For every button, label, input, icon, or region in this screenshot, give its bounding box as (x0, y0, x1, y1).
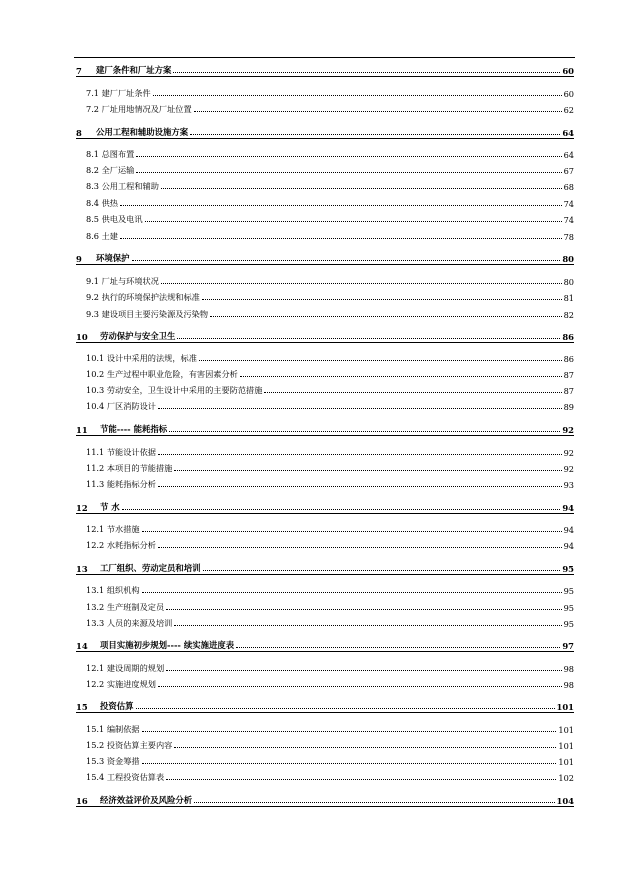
toc-entry-title: 劳动保护与安全卫生 (100, 331, 176, 341)
toc-dot-leader (136, 172, 561, 173)
toc-dot-leader (158, 408, 562, 409)
toc-chapter-number: 15 (76, 702, 88, 712)
toc-chapter-row (76, 560, 574, 574)
toc-page-number: 82 (563, 310, 574, 320)
toc-section-row (86, 273, 574, 287)
toc-dot-leader (177, 338, 560, 339)
toc-section-row (86, 146, 574, 160)
toc-chapter-number: 16 (76, 796, 88, 806)
toc-chapter-number: 12 (76, 503, 88, 513)
toc-dot-leader (202, 299, 562, 300)
toc-entry-title: 15.4 工程投资估算表 (86, 772, 165, 782)
toc-page-number: 93 (563, 480, 574, 490)
toc-page-number: 94 (563, 541, 574, 551)
toc-dot-leader (166, 670, 561, 671)
toc-page-number: 95 (562, 564, 574, 574)
toc-dot-leader (264, 392, 561, 393)
toc-page-number: 92 (563, 464, 574, 474)
toc-dot-leader (120, 238, 562, 239)
toc-page-number: 89 (563, 402, 574, 412)
toc-page-number: 78 (563, 232, 574, 242)
toc-dot-leader (194, 111, 562, 112)
toc-entry-title: 公用工程和辅助设施方案 (96, 127, 189, 137)
toc-section-row (86, 350, 574, 364)
toc-entry-title: 建厂条件和厂址方案 (96, 65, 172, 75)
toc-dot-leader (132, 260, 561, 261)
toc-entry-title: 13.3 人员的来源及培训 (86, 618, 173, 628)
toc-page-number: 62 (563, 105, 574, 115)
toc-entry-title: 13.2 生产班制及定员 (86, 602, 165, 612)
toc-page-number: 94 (562, 503, 574, 513)
toc-chapter-underline (76, 435, 574, 436)
toc-section-row (86, 721, 574, 735)
toc-entry-title: 8.4 供热 (86, 198, 118, 208)
toc-chapter-number: 8 (76, 128, 82, 138)
toc-entry-title: 经济效益评价及风险分析 (100, 795, 193, 805)
toc-entry-title: 11.3 能耗指标分析 (86, 479, 156, 489)
toc-dot-leader (166, 609, 561, 610)
toc-section-row (86, 101, 574, 115)
toc-chapter-underline (76, 264, 574, 265)
toc-dot-leader (142, 592, 562, 593)
toc-dot-leader (169, 431, 560, 432)
toc-chapter-underline (76, 574, 574, 575)
toc-page-number: 87 (563, 370, 574, 380)
toc-section-row (86, 306, 574, 320)
toc-page-number: 98 (563, 664, 574, 674)
toc-page-number: 95 (563, 619, 574, 629)
toc-page-number: 74 (563, 215, 574, 225)
toc-page-number: 60 (562, 66, 574, 76)
toc-chapter-underline (76, 138, 574, 139)
toc-entry-title: 8.5 供电及电讯 (86, 214, 143, 224)
toc-entry-title: 12.1 建设周期的规划 (86, 663, 165, 673)
toc-dot-leader (158, 547, 562, 548)
toc-dot-leader (166, 779, 556, 780)
toc-entry-title: 环境保护 (96, 253, 130, 263)
toc-page-number: 101 (558, 741, 574, 751)
toc-section-row (86, 228, 574, 242)
toc-chapter-row (76, 792, 574, 806)
toc-entry-title: 项目实施初步规划---- 续实施进度表 (100, 640, 235, 650)
toc-entry-title: 10.3 劳动安全，卫生设计中采用的主要防范措施 (86, 385, 263, 395)
toc-entry-title: 8.3 公用工程和辅助 (86, 181, 159, 191)
toc-dot-leader (174, 747, 556, 748)
toc-dot-leader (142, 763, 557, 764)
toc-page-number: 86 (562, 332, 574, 342)
toc-page-number: 64 (563, 150, 574, 160)
toc-section-row (86, 537, 574, 551)
toc-dot-leader (240, 376, 562, 377)
toc-page-number: 67 (563, 166, 574, 176)
toc-section-row (86, 444, 574, 458)
toc-section-row (86, 382, 574, 396)
toc-dot-leader (158, 486, 562, 487)
toc-dot-leader (158, 454, 562, 455)
toc-section-row (86, 289, 574, 303)
toc-entry-title: 9.1 厂址与环境状况 (86, 276, 159, 286)
toc-dot-leader (122, 509, 561, 510)
toc-page-number: 95 (563, 603, 574, 613)
toc-chapter-row (76, 499, 574, 513)
toc-dot-leader (136, 156, 561, 157)
toc-section-row (86, 521, 574, 535)
toc-chapter-number: 9 (76, 254, 82, 264)
toc-dot-leader (174, 470, 561, 471)
toc-entry-title: 10.4 厂区消防设计 (86, 401, 156, 411)
toc-section-row (86, 769, 574, 783)
toc-dot-leader (210, 316, 562, 317)
toc-section-row (86, 599, 574, 613)
toc-entry-title: 12.1 节水措施 (86, 524, 140, 534)
toc-entry-title: 8.1 总图布置 (86, 149, 135, 159)
toc-chapter-number: 13 (76, 564, 88, 574)
toc-section-row (86, 460, 574, 474)
toc-section-row (86, 737, 574, 751)
toc-page-number: 68 (563, 182, 574, 192)
toc-dot-leader (203, 570, 561, 571)
toc-entry-title: 8.6 土建 (86, 231, 118, 241)
toc-section-row (86, 162, 574, 176)
toc-entry-title: 12.2 水耗指标分析 (86, 540, 156, 550)
toc-dot-leader (161, 188, 562, 189)
toc-chapter-row (76, 698, 574, 712)
toc-dot-leader (194, 802, 554, 803)
toc-page-number: 80 (562, 254, 574, 264)
toc-dot-leader (173, 72, 560, 73)
toc-page-number: 81 (563, 293, 574, 303)
toc-chapter-number: 7 (76, 66, 82, 76)
toc-page-number: 98 (563, 680, 574, 690)
toc-section-row (86, 398, 574, 412)
toc-chapter-underline (76, 651, 574, 652)
toc-entry-title: 7.2 厂址用地情况及厂址位置 (86, 104, 192, 114)
toc-dot-leader (145, 221, 562, 222)
toc-dot-leader (142, 531, 562, 532)
toc-entry-title: 10.2 生产过程中职业危险，有害因素分析 (86, 369, 238, 379)
toc-section-row (86, 178, 574, 192)
toc-page-number: 74 (563, 199, 574, 209)
header-rule (74, 57, 575, 58)
toc-page-number: 101 (558, 725, 574, 735)
toc-dot-leader (120, 205, 562, 206)
toc-page-number: 104 (556, 796, 574, 806)
toc-section-row (86, 211, 574, 225)
toc-dot-leader (174, 625, 561, 626)
toc-chapter-row (76, 124, 574, 138)
toc-section-row (86, 366, 574, 380)
toc-dot-leader (236, 647, 560, 648)
toc-section-row (86, 615, 574, 629)
toc-page-number: 87 (563, 386, 574, 396)
toc-chapter-row (76, 328, 574, 342)
toc-section-row (86, 660, 574, 674)
toc-entry-title: 11.1 节能设计依据 (86, 447, 156, 457)
toc-page-number: 95 (563, 586, 574, 596)
toc-page-number: 97 (562, 641, 574, 651)
toc-entry-title: 15.2 投资估算主要内容 (86, 740, 173, 750)
toc-chapter-number: 10 (76, 332, 88, 342)
toc-dot-leader (199, 360, 562, 361)
toc-section-row (86, 476, 574, 490)
toc-section-row (86, 676, 574, 690)
toc-entry-title: 10.1 设计中采用的法规，标准 (86, 353, 197, 363)
toc-entry-title: 15.3 资金筹措 (86, 756, 140, 766)
toc-entry-title: 9.2 执行的环境保护法规和标准 (86, 292, 200, 302)
toc-page-number: 60 (563, 89, 574, 99)
toc-chapter-row (76, 250, 574, 264)
toc-entry-title: 节 水 (100, 502, 120, 512)
toc-dot-leader (142, 731, 557, 732)
toc-entry-title: 11.2 本项目的节能措施 (86, 463, 173, 473)
toc-page-number: 101 (556, 702, 574, 712)
toc-chapter-row (76, 637, 574, 651)
toc-entry-title: 投资估算 (100, 701, 134, 711)
toc-dot-leader (190, 134, 560, 135)
toc-page-number: 94 (563, 525, 574, 535)
toc-chapter-underline (76, 712, 574, 713)
toc-entry-title: 节能---- 能耗指标 (100, 424, 168, 434)
toc-dot-leader (161, 283, 562, 284)
toc-entry-title: 7.1 建厂厂址条件 (86, 88, 151, 98)
toc-chapter-number: 14 (76, 641, 88, 651)
toc-page-number: 64 (562, 128, 574, 138)
toc-chapter-underline (76, 806, 574, 807)
toc-chapter-underline (76, 513, 574, 514)
toc-section-row (86, 195, 574, 209)
toc-entry-title: 9.3 建设项目主要污染源及污染物 (86, 309, 209, 319)
toc-page-number: 101 (558, 757, 574, 767)
toc-page-number: 86 (563, 354, 574, 364)
toc-chapter-number: 11 (76, 425, 88, 435)
toc-dot-leader (153, 95, 562, 96)
toc-section-row (86, 582, 574, 596)
toc-page-number: 92 (563, 448, 574, 458)
toc-section-row (86, 85, 574, 99)
toc-chapter-row (76, 421, 574, 435)
toc-page-number: 80 (563, 277, 574, 287)
toc-chapter-row (76, 62, 574, 76)
toc-dot-leader (136, 708, 555, 709)
toc-entry-title: 15.1 编制依据 (86, 724, 140, 734)
toc-dot-leader (158, 686, 562, 687)
toc-page-number: 92 (562, 425, 574, 435)
toc-page-number: 102 (558, 773, 574, 783)
toc-entry-title: 8.2 全厂运输 (86, 165, 135, 175)
toc-entry-title: 12.2 实施进度规划 (86, 679, 156, 689)
toc-chapter-underline (76, 342, 574, 343)
toc-entry-title: 13.1 组织机构 (86, 585, 140, 595)
toc-entry-title: 工厂组织、劳动定员和培训 (100, 563, 201, 573)
toc-chapter-underline (76, 76, 574, 77)
toc-section-row (86, 753, 574, 767)
